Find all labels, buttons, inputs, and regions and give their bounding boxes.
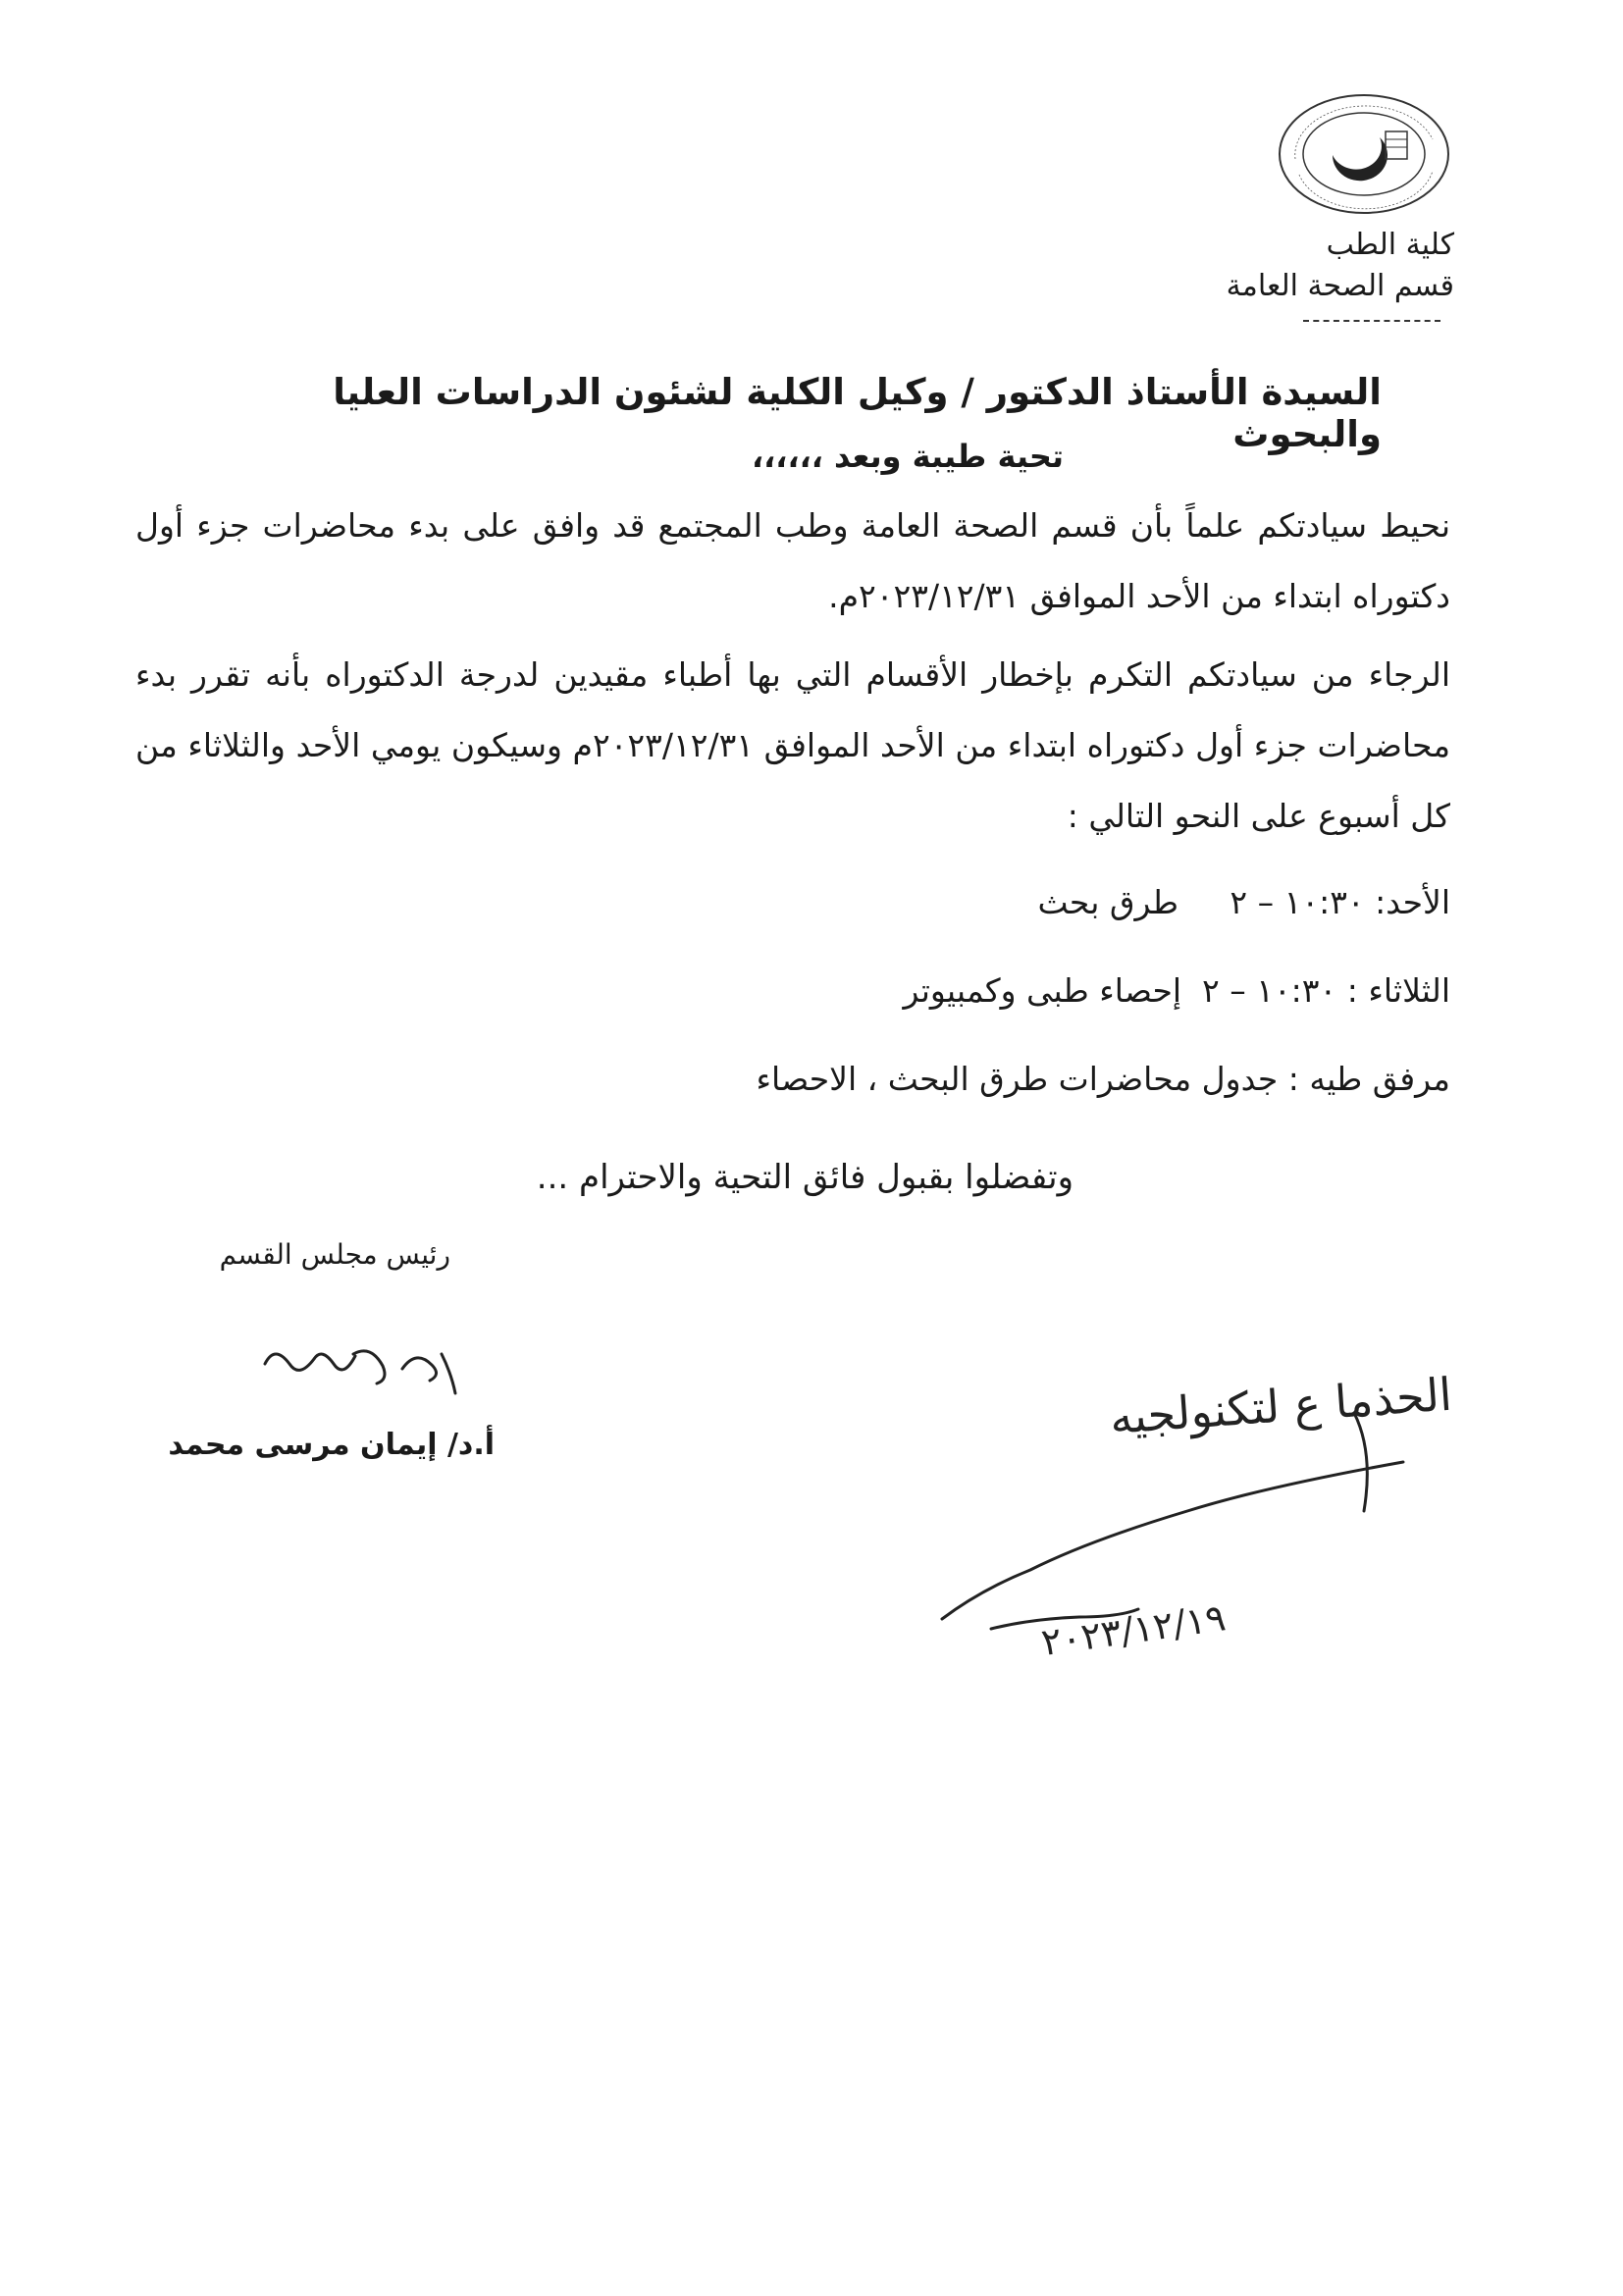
schedule-tuesday: الثلاثاء : ١٠:٣٠ – ٢ إحصاء طبى وكمبيوتر bbox=[903, 971, 1450, 1010]
letter-paragraph-1: نحيط سيادتكم علماً بأن قسم الصحة العامة وطب المجتمع قد وافق على بدء محاضرات جزء أول دكتوراه ابتداء من الأحد الموافق ٢٠٢٣/١٢/٣١م. bbox=[135, 506, 1450, 615]
schedule-sunday: الأحد: ١٠:٣٠ – ٢ طرق بحث bbox=[1037, 883, 1450, 921]
department-name: قسم الصحة العامة bbox=[1226, 269, 1454, 303]
faculty-seal-logo bbox=[1276, 90, 1452, 218]
handwritten-note: الحذما ع لتكنولجيه bbox=[1108, 1367, 1454, 1444]
letter-greeting: تحية طيبة وبعد ،،،،،، bbox=[751, 438, 1064, 475]
signatory-name: أ.د/ إيمان مرسى محمد bbox=[168, 1428, 495, 1462]
faculty-name: كلية الطب bbox=[1326, 228, 1454, 262]
handwritten-date: ٢٠٢٣/١٢/١٩ bbox=[1038, 1595, 1229, 1665]
header-divider bbox=[1303, 320, 1440, 322]
attachment-note: مرفق طيه : جدول محاضرات طرق البحث ، الاحصاء bbox=[756, 1060, 1450, 1098]
signatory-title: رئيس مجلس القسم bbox=[219, 1238, 450, 1271]
letter-paragraph-2: الرجاء من سيادتكم التكرم بإخطار الأقسام التي بها أطباء مقيدين لدرجة الدكتوراه بأنه تقرر بدء محاضرات جزء أول دكتوراه ابتداء من الأحد الموافق ٢٠٢٣/١٢/٣١م وسيكون يومي الأحد والثلاثاء من كل أسبوع على النحو التالي : bbox=[135, 655, 1450, 835]
signature-left-handwritten bbox=[245, 1325, 481, 1413]
letter-closing: وتفضلوا بقبول فائق التحية والاحترام ... bbox=[536, 1158, 1073, 1197]
letter-addressee: السيدة الأستاذ الدكتور / وكيل الكلية لشئون الدراسات العليا والبحوث bbox=[333, 371, 1382, 455]
